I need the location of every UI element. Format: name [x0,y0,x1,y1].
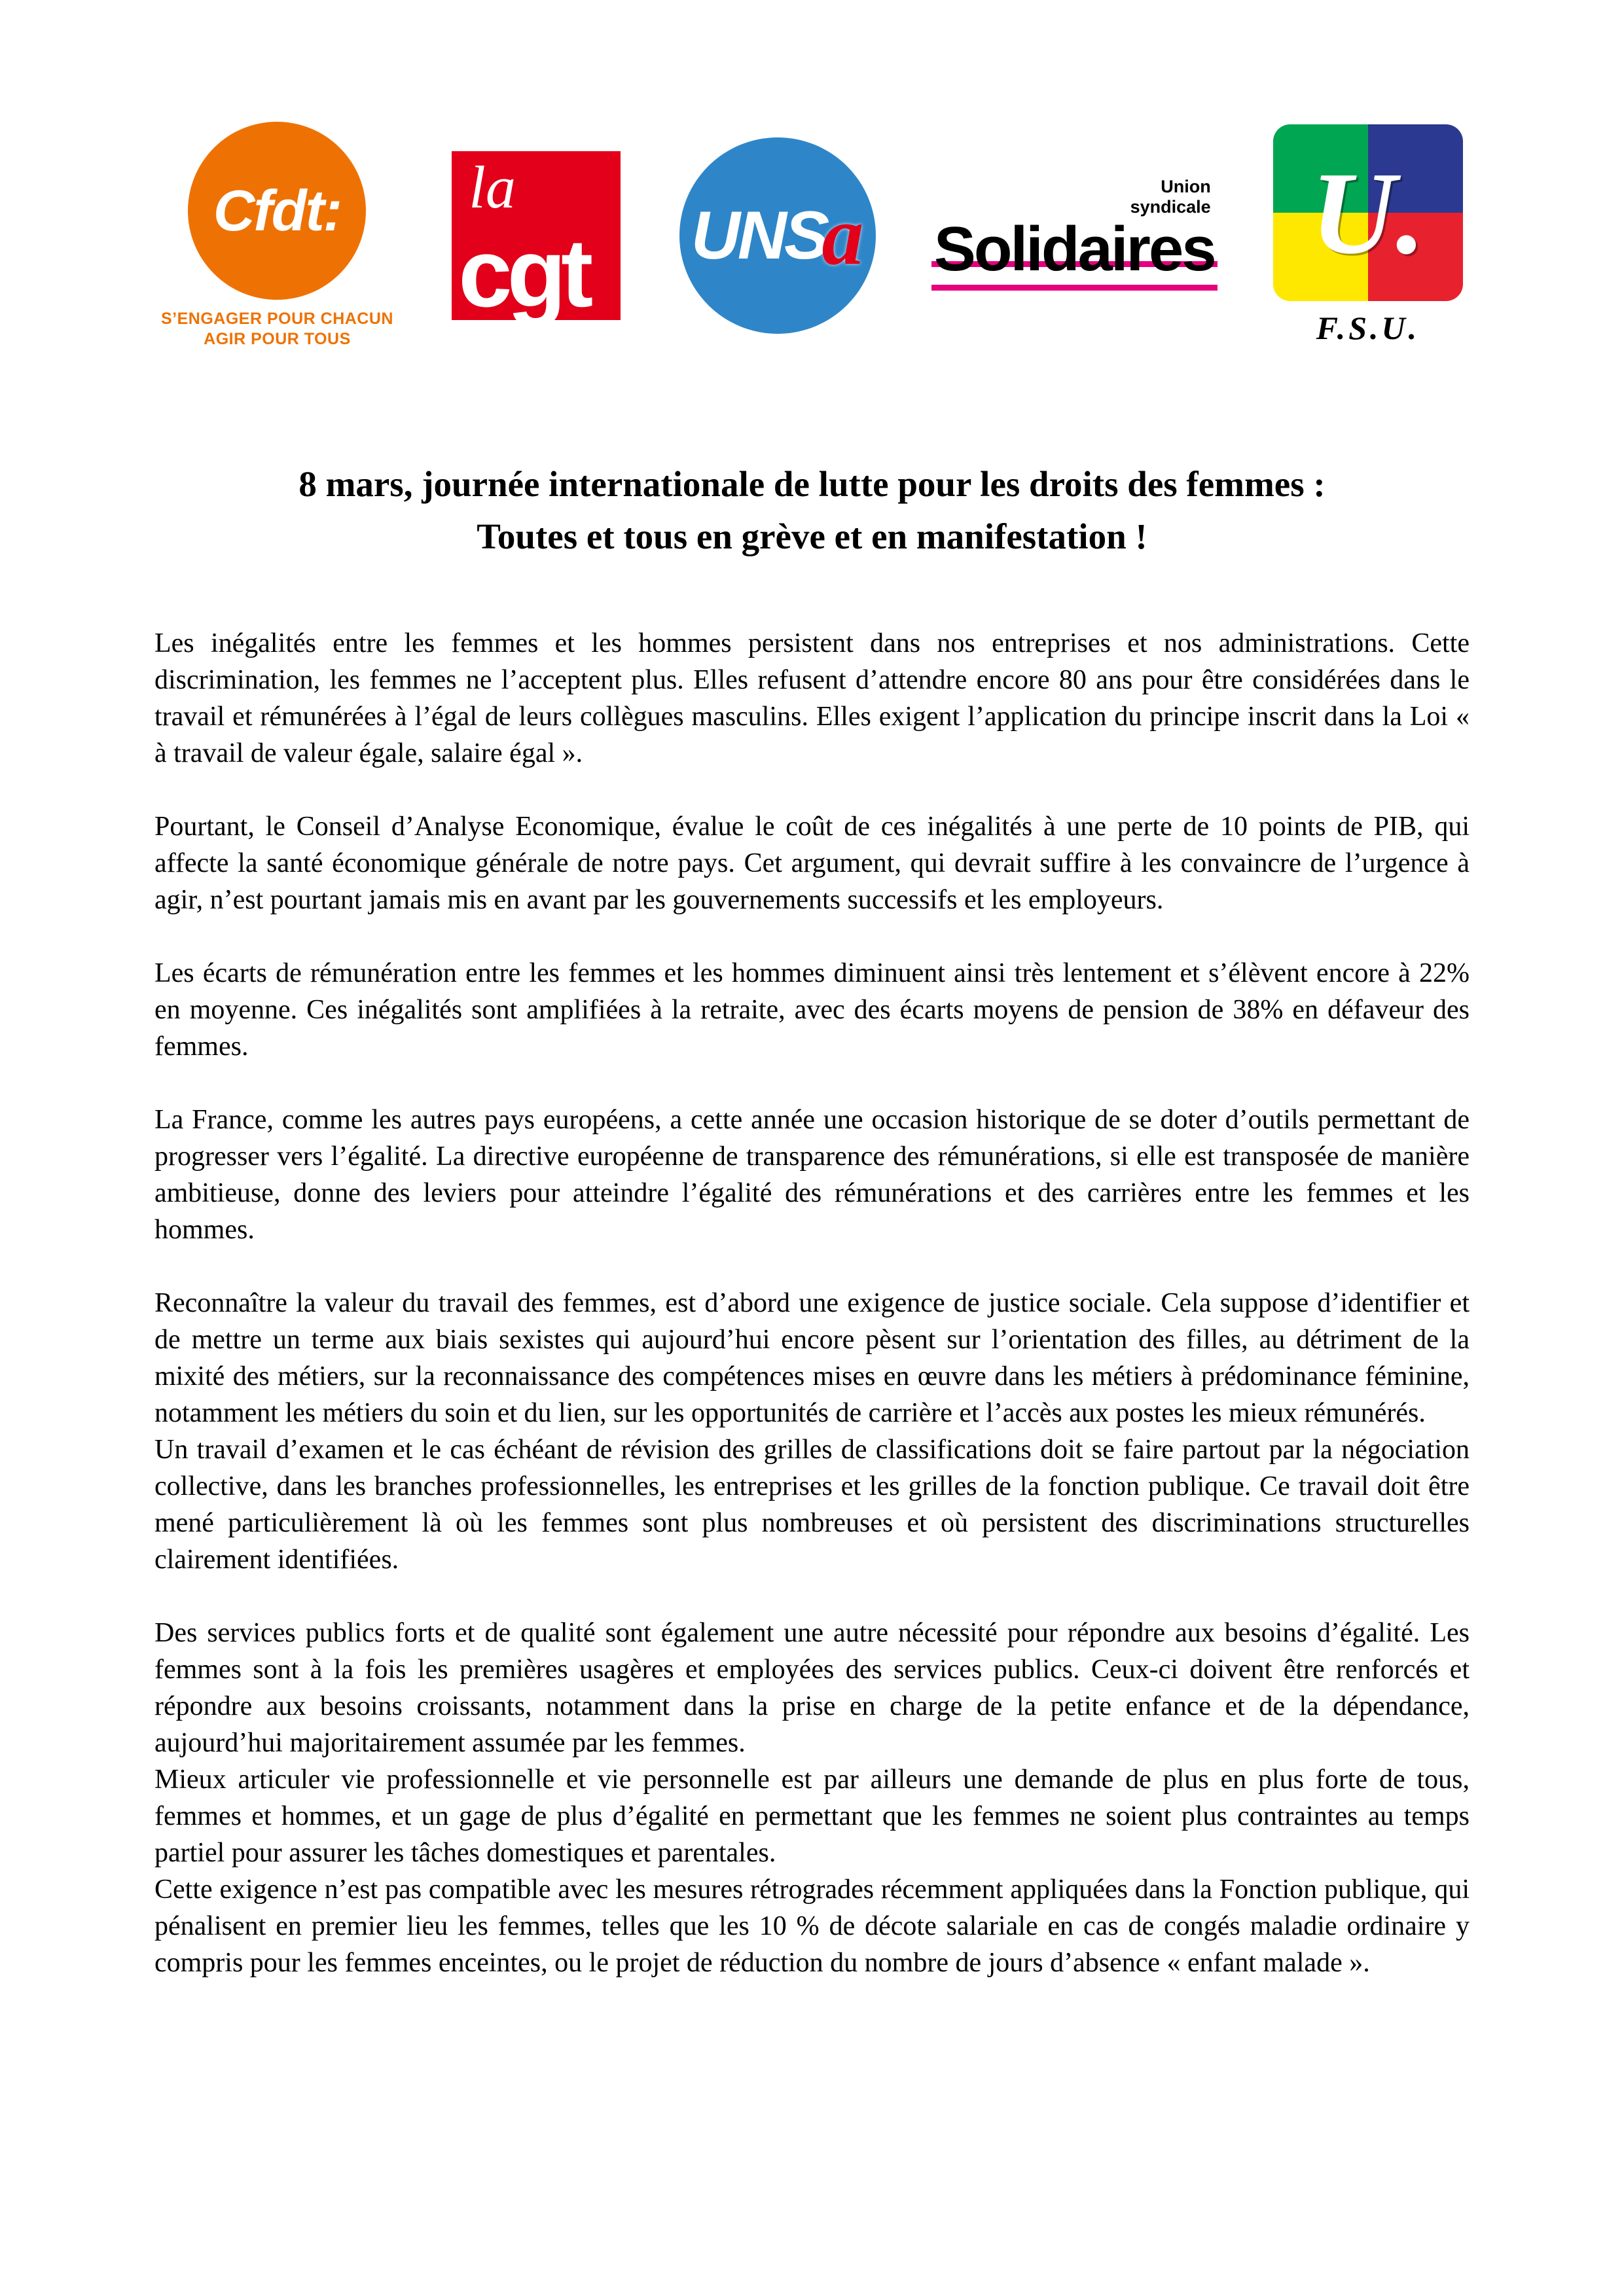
paragraph-4: La France, comme les autres pays européens, a cette année une occasion historique de se doter d’outils permettant de progresser vers l’égalité. La directive européenne de transparence des rémunérations, si elle est transposée de manière ambitieuse, donne des leviers pour atteindre l’égalité des rémunérations et des carrières entre les femmes et les hommes. [154,1104,1470,1245]
cgt-script-la: la [469,154,516,221]
solidaires-tag-line1: Union [1161,177,1211,197]
cfdt-tagline-line1: S’ENGAGER POUR CHACUN [161,309,393,328]
solidaires-tag-line2: syndicale [1130,196,1211,217]
cfdt-logo [161,122,393,350]
paragraph-5: Reconnaître la valeur du travail des femmes, est d’abord une exigence de justice sociale. Cela suppose d’identifier et de mettre un terme aux biais sexistes qui aujourd’hui encore pèsent sur l’orientation des filles, au détriment de la mixité des métiers, sur la reconnaissance des compétences mises en œuvre dans les métiers à prédominance féminine, notamment les métiers du soin et du lien, sur les opportunités de carrière et l’accès aux postes les mieux rémunérés. [154,1287,1470,1428]
title-line-2: Toutes et tous en grève et en manifestation ! [477,516,1147,556]
solidaires-union-syndicale [934,177,1215,216]
cgt-logo-icon [452,151,621,327]
paragraph-1: Les inégalités entre les femmes et les hommes persistent dans nos entreprises et nos administrations. Cette discrimination, les femmes ne l’acceptent plus. Elles refusent d’attendre encore 80 ans pour être considérées dans le travail et rémunérées à l’égal de leurs collègues masculins. Elles exigent l’application du principe inscrit dans la Loi « à travail de valeur égale, salaire égal ». [154,628,1470,768]
fsu-logo-icon [1273,124,1463,301]
solidaires-wordmark: Solidaires [933,213,1215,284]
paragraph-3: Les écarts de rémunération entre les femmes et les hommes diminuent ainsi très lentement et s’élèvent encore à 22% en moyenne. Ces inégalités sont amplifiées à la retraite, avec des écarts moyens de pension de 38% en défaveur des femmes. [154,958,1470,1062]
unsa-logo-icon [679,137,876,334]
solidaires-magenta-line-under [931,285,1218,291]
paragraph-2: Pourtant, le Conseil d’Analyse Economique, évalue le coût de ces inégalités à une perte de 10 points de PIB, qui affecte la santé économique générale de notre pays. Cet argument, qui devrait suffire à les convaincre de l’urgence à agir, n’est pourtant jamais mis en avant par les gouvernements successifs et les employeurs. [154,811,1470,915]
cfdt-logo-icon [188,122,366,300]
cfdt-tagline [161,309,393,350]
fsu-caption: F.S.U. [1316,310,1420,346]
cgt-wordmark: cgt [458,219,588,327]
title-line-1: 8 mars, journée internationale de lutte pour les droits des femmes : [298,464,1326,504]
paragraph-6: Un travail d’examen et le cas échéant de révision des grilles de classifications doit se faire partout par la négociation collective, dans les branches professionnelles, les entreprises et les grilles de la fonction publique. Ce travail doit être mené particulièrement là où les femmes sont plus nombreuses et où persistent des discriminations structurelles clairement identifiées. [154,1434,1470,1575]
solidaires-logo-icon [934,177,1215,294]
paragraph-7: Des services publics forts et de qualité sont également une autre nécessité pour répondre aux besoins d’égalité. Les femmes sont à la fois les premières usagères et employées des services publics. Ceux-ci doivent être renforcés et répondre aux besoins croissants, notamment dans la prise en charge de la petite enfance et de la dépendance, aujourd’hui majoritairement assumée par les femmes. [154,1617,1470,1758]
paragraph-9: Cette exigence n’est pas compatible avec les mesures rétrogrades récemment appliquées dans la Fonction publique, qui pénalisent en premier lieu les femmes, telles que les 10 % de décote salariale en cas de congés maladie ordinaire y compris pour les femmes enceintes, ou le projet de réduction du nombre de jours d’absence « enfant malade ». [154,1874,1470,1978]
paragraph-8: Mieux articuler vie professionnelle et vie personnelle est par ailleurs une demande de plus en plus forte de tous, femmes et hommes, et un gage de plus d’égalité en permettant que les femmes ne soient plus contraintes au temps partiel pour assurer les tâches domestiques et parentales. [154,1764,1470,1868]
fsu-logo [1273,124,1463,347]
cfdt-wordmark: Cfdt: [213,177,342,243]
cfdt-tagline-line2: AGIR POUR TOUS [204,330,351,348]
document-body [154,625,1470,1981]
unsa-logo [679,137,876,334]
cgt-logo [452,151,621,327]
fsu-monogram: U. [1310,147,1426,278]
unsa-letter-a: a [821,188,864,282]
logo-header [154,98,1470,373]
page-title [154,458,1470,563]
solidaires-logo [934,177,1215,294]
unsa-wordmark: UNS [691,197,827,274]
